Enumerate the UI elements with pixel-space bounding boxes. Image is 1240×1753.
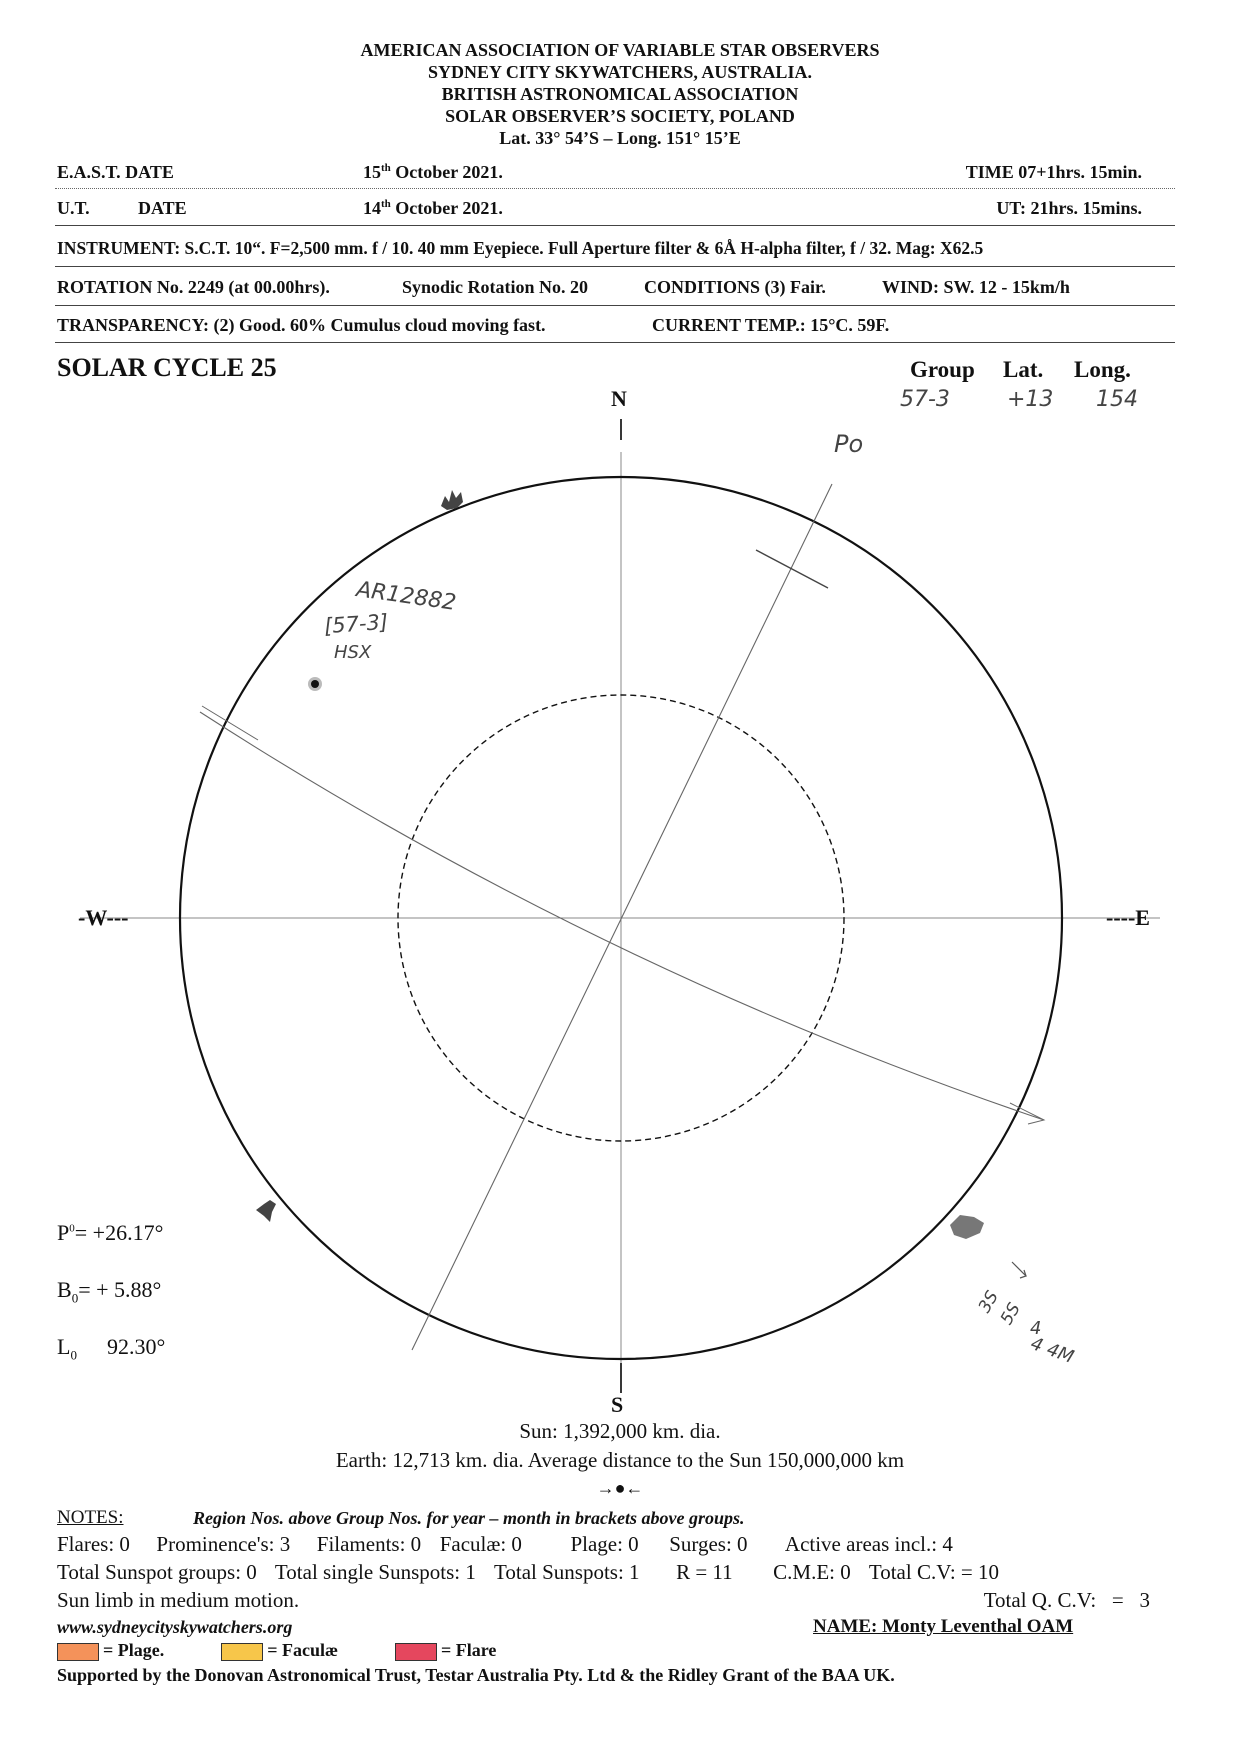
ut-time: UT: 21hrs. 15mins. [996,198,1142,218]
ut-label: U.T. [57,198,90,218]
r-number: R = 11 [676,1560,733,1584]
prominence-note: 5S [996,1299,1025,1329]
lat-value: +13 [1007,387,1054,412]
limb-motion: Sun limb in medium motion. [57,1588,300,1612]
prominence-note: 3S [974,1287,1003,1317]
l0-parameter: $L_0$ 92.30° [57,1334,166,1363]
group-value: 57-3 [900,387,950,412]
flare-legend-label: = Flare [441,1640,497,1660]
region-number: AR12882 [354,577,458,616]
total-cv: Total C.V: = 10 [868,1560,1000,1584]
prominence-pointer [1012,1262,1026,1278]
b0-parameter: $B_0= + 5.88^\circ$ [57,1277,162,1306]
east-date-value: 15th October 2021. [363,162,503,182]
compass-north: N [611,386,627,411]
footer-support: Supported by the Donovan Astronomical Trust, Testar Australia Pty. Ltd & the Ridley Grant of the BAA UK. [57,1665,895,1685]
header-line-location: Lat. 33° 54’S – Long. 151° 15’E [499,128,741,148]
earth-diameter: Earth: 12,713 km. dia. Average distance to the Sun 150,000,000 km [335,1448,905,1472]
header-line-sos: SOLAR OBSERVER’S SOCIETY, POLAND [445,106,795,126]
current-temp: CURRENT TEMP.: 15°C. 59F. [652,315,890,335]
total-sunspots: Total Sunspots: 1 [494,1560,640,1584]
equator-mark [202,706,258,740]
p0-parameter: $P^0= +26.17^\circ$ [57,1220,164,1245]
ut-date-label: DATE [138,198,187,218]
plage-swatch [57,1643,99,1661]
prominence-se [950,1215,984,1239]
prominence-note: 4 [1030,1318,1042,1339]
prominence-sw [256,1200,276,1222]
header-line-baa: BRITISH ASTRONOMICAL ASSOCIATION [441,84,799,104]
polar-axis-line [412,484,832,1350]
instrument-line: INSTRUMENT: S.C.T. 10“. F=2,500 mm. f / 10. 40 mm Eyepiece. Full Aperture filter & 6Å H-alpha filter, f / 32. Mag: X62.5 [57,238,984,258]
faculae-count: Faculæ: 0 [439,1532,522,1556]
sunspot-umbra [311,680,319,688]
ut-date-value: 14th October 2021. [363,198,503,218]
solar-cycle-title: SOLAR CYCLE 25 [57,353,277,382]
sun-diameter: Sun: 1,392,000 km. dia. [519,1419,721,1443]
plage-legend-label: = Plage. [103,1640,165,1660]
flares-count: Flares: 0 [57,1532,130,1556]
wind: WIND: SW. 12 - 15km/h [882,277,1070,297]
compass-west: -W--- [78,905,129,930]
pole-label: Po [834,430,864,458]
surges-count: Surges: 0 [669,1532,748,1556]
prominence-note: 4 4M [1027,1333,1077,1368]
plage-count: Plage: 0 [570,1532,639,1556]
flare-swatch [395,1643,437,1661]
spot-class: HSX [334,642,372,663]
legend [57,1640,496,1661]
east-time: TIME 07+1hrs. 15min. [965,162,1142,182]
faculae-legend-label: = Faculæ [267,1640,339,1660]
faculae-swatch [221,1643,263,1661]
header-line-aavso: AMERICAN ASSOCIATION OF VARIABLE STAR OBSERVERS [360,40,880,60]
active-areas-count: Active areas incl.: 4 [784,1532,953,1556]
website-link[interactable]: www.sydneycityskywatchers.org [57,1617,293,1637]
sunspot-counts [57,1560,999,1585]
group-header: Group [910,357,975,382]
long-header: Long. [1074,357,1131,382]
notes-text: Region Nos. above Group Nos. for year – month in brackets above groups. [193,1508,745,1528]
east-date-label: E.A.S.T. DATE [57,162,174,182]
total-qcv: Total Q. C.V: = 3 [983,1588,1150,1612]
long-value: 154 [1096,387,1138,412]
lat-header: Lat. [1003,357,1044,382]
pole-marker [756,550,828,588]
compass-east: ----E [1106,905,1150,930]
conditions: CONDITIONS (3) Fair. [644,277,826,297]
synodic-rotation: Synodic Rotation No. 20 [402,277,589,297]
total-groups: Total Sunspot groups: 0 [57,1560,257,1584]
compass-south: S [611,1392,624,1417]
transparency: TRANSPARENCY: (2) Good. 60% Cumulus cloud moving fast. [57,315,546,335]
cme-count: C.M.E: 0 [773,1560,851,1584]
rotation-number: ROTATION No. 2249 (at 00.00hrs). [57,277,330,297]
group-number: [57-3] [323,609,389,639]
scale-arrow: →●← [596,1478,644,1498]
header-line-scs: SYDNEY CITY SKYWATCHERS, AUSTRALIA. [428,62,812,82]
notes-label: NOTES: [57,1507,124,1528]
prominences-count: Prominence's: 3 [156,1532,291,1556]
observer-name: NAME: Monty Leventhal OAM [813,1616,1074,1637]
activity-counts [57,1532,953,1557]
filaments-count: Filaments: 0 [316,1532,422,1556]
total-single-sunspots: Total single Sunspots: 1 [274,1560,476,1584]
